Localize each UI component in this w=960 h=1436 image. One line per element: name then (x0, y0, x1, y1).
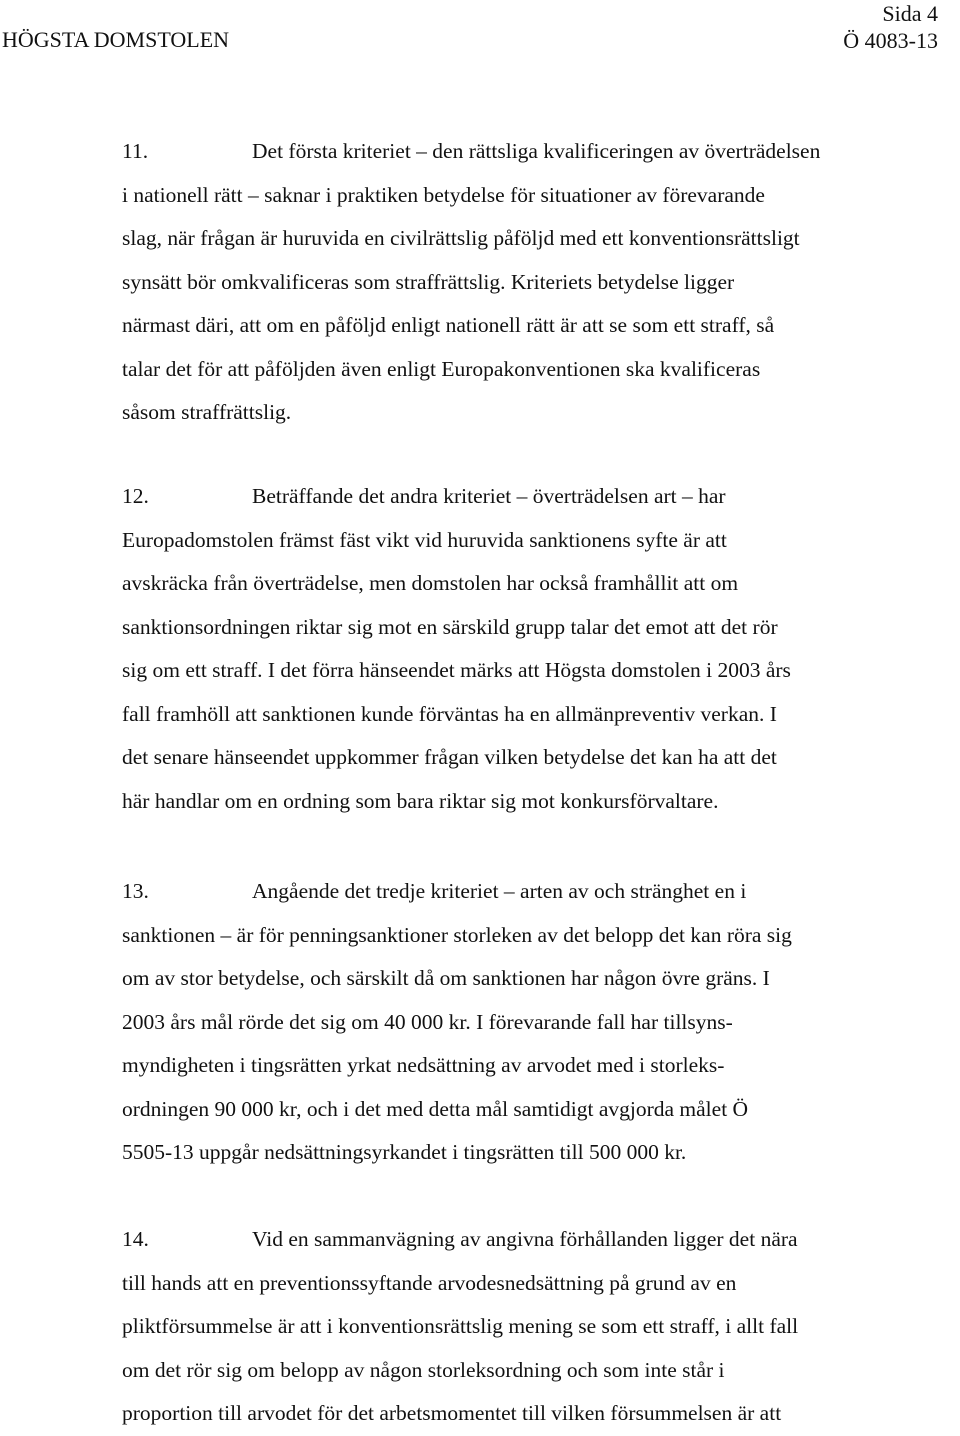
paragraph-number: 11. (122, 139, 149, 163)
page-reference (843, 0, 938, 54)
court-name: HÖGSTA DOMSTOLEN (2, 27, 230, 52)
paragraph-line: till hands att en preventionssyftande arvodesnedsättning på grund av en (122, 1270, 737, 1295)
paragraph-13 (122, 870, 792, 1175)
paragraph-line: Vid en sammanvägning av angivna förhållanden ligger det nära (252, 1227, 798, 1251)
paragraph-line: pliktförsummelse är att i konventionsrättslig mening se som ett straff, i allt fall (122, 1314, 799, 1338)
paragraph-line: om det rör sig om belopp av någon storleksordning och som inte står i (122, 1357, 725, 1382)
paragraph-line: Angående det tredje kriteriet – arten av och stränghet en i (252, 879, 747, 903)
paragraph-line: 2003 års mål rörde det sig om 40 000 kr. I förevarande fall har tillsyns- (122, 1009, 733, 1034)
paragraph-line: här handlar om en ordning som bara riktar sig mot konkursförvaltare. (122, 788, 719, 813)
paragraph-line: synsätt bör omkvalificeras som straffrättslig. Kriteriets betydelse ligger (122, 269, 735, 294)
paragraph-line: Europadomstolen främst fäst vikt vid huruvida sanktionens syfte är att (122, 527, 727, 552)
paragraph-line: det senare hänseendet uppkommer frågan vilken betydelse det kan ha att det (122, 745, 777, 769)
case-number: Ö 4083-13 (843, 28, 938, 53)
paragraph-line: Det första kriteriet – den rättsliga kvalificeringen av överträdelsen (252, 139, 821, 163)
paragraph-line: myndigheten i tingsrätten yrkat nedsättning av arvodet med i storleks- (122, 1053, 725, 1077)
paragraph-first-line (122, 870, 792, 914)
page-number: Sida 4 (882, 1, 938, 26)
paragraph-line: talar det för att påföljden även enligt Europakonventionen ska kvalificeras (122, 356, 761, 381)
paragraph-11 (122, 130, 820, 435)
paragraph-line: sanktionen – är för penningsanktioner storleken av det belopp det kan röra sig (122, 922, 792, 947)
paragraph-line: sig om ett straff. I det förra hänseendet märks att Högsta domstolen i 2003 års (122, 658, 791, 682)
paragraph-line: fall framhöll att sanktionen kunde förväntas ha en allmänpreventiv verkan. I (122, 701, 777, 726)
paragraph-number: 13. (122, 879, 149, 903)
paragraph-line: i nationell rätt – saknar i praktiken betydelse för situationer av förevarande (122, 182, 765, 207)
paragraph-number: 12. (122, 484, 149, 508)
paragraph-first-line (122, 130, 820, 174)
paragraph-line: 5505-13 uppgår nedsättningsyrkandet i tingsrätten till 500 000 kr. (122, 1140, 687, 1164)
paragraph-line: avskräcka från överträdelse, men domstolen har också framhållit att om (122, 571, 739, 595)
paragraph-14 (122, 1218, 798, 1436)
paragraph-line: ordningen 90 000 kr, och i det med detta mål samtidigt avgjorda målet Ö (122, 1096, 749, 1121)
page-header (0, 0, 960, 60)
paragraph-line: slag, när frågan är huruvida en civilrättslig påföljd med ett konventionsrättsligt (122, 226, 800, 250)
paragraph-12 (122, 475, 791, 823)
paragraph-line: närmast däri, att om en påföljd enligt nationell rätt är att se som ett straff, så (122, 313, 775, 337)
paragraph-line: Beträffande det andra kriteriet – överträdelsen art – har (252, 484, 726, 508)
paragraph-line: sanktionsordningen riktar sig mot en särskild grupp talar det emot att det rör (122, 614, 778, 639)
paragraph-first-line (122, 475, 791, 519)
paragraph-line: proportion till arvodet för det arbetsmomentet till vilken försummelsen är att (122, 1401, 782, 1425)
paragraph-line: om av stor betydelse, och särskilt då om sanktionen har någon övre gräns. I (122, 966, 770, 990)
paragraph-line: såsom straffrättslig. (122, 400, 292, 424)
paragraph-number: 14. (122, 1227, 149, 1251)
paragraph-first-line (122, 1218, 798, 1262)
